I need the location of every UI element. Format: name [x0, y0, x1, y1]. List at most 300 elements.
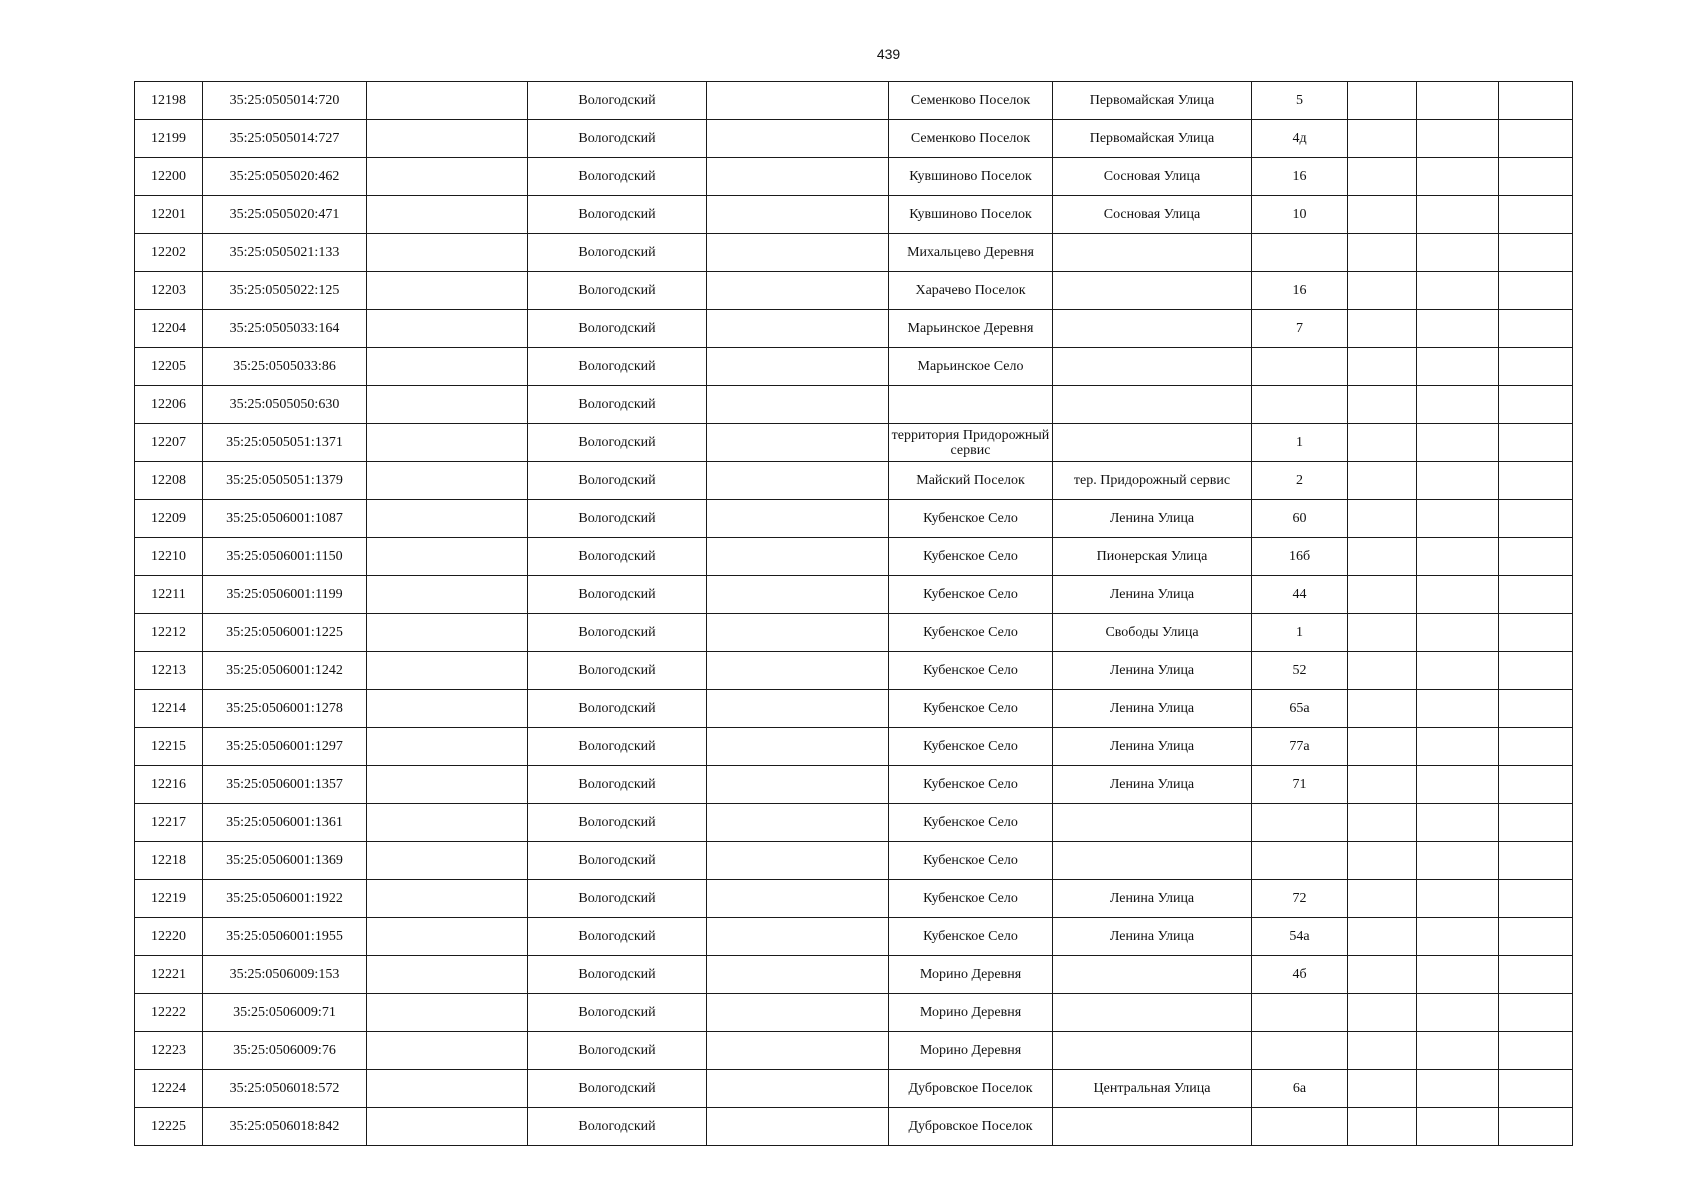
district-cell: Вологодский	[528, 158, 707, 196]
empty-cell	[1417, 1032, 1499, 1070]
table-row	[135, 880, 1573, 918]
empty-cell	[367, 804, 528, 842]
row-number-cell: 12220	[135, 918, 203, 956]
empty-cell	[1348, 538, 1417, 576]
empty-cell	[1499, 82, 1573, 120]
empty-cell	[707, 1070, 889, 1108]
settlement-cell: Кубенское Село	[889, 538, 1053, 576]
street-cell	[1053, 348, 1252, 386]
district-cell: Вологодский	[528, 234, 707, 272]
empty-cell	[707, 880, 889, 918]
row-number-cell: 12224	[135, 1070, 203, 1108]
house-number-cell: 6а	[1252, 1070, 1348, 1108]
table-row	[135, 1108, 1573, 1146]
settlement-cell: Морино Деревня	[889, 994, 1053, 1032]
empty-cell	[1348, 310, 1417, 348]
house-number-cell: 5	[1252, 82, 1348, 120]
empty-cell	[1499, 652, 1573, 690]
empty-cell	[367, 348, 528, 386]
street-cell: Пионерская Улица	[1053, 538, 1252, 576]
table-row	[135, 690, 1573, 728]
table-row	[135, 538, 1573, 576]
empty-cell	[1417, 728, 1499, 766]
table-row	[135, 1070, 1573, 1108]
street-cell: Ленина Улица	[1053, 690, 1252, 728]
cadastral-number-cell: 35:25:0505033:164	[203, 310, 367, 348]
row-number-cell: 12219	[135, 880, 203, 918]
table-row	[135, 614, 1573, 652]
empty-cell	[1417, 196, 1499, 234]
empty-cell	[1499, 1108, 1573, 1146]
empty-cell	[367, 386, 528, 424]
district-cell: Вологодский	[528, 1070, 707, 1108]
district-cell: Вологодский	[528, 272, 707, 310]
house-number-cell	[1252, 1032, 1348, 1070]
street-cell: Ленина Улица	[1053, 728, 1252, 766]
empty-cell	[707, 386, 889, 424]
row-number-cell: 12215	[135, 728, 203, 766]
empty-cell	[1499, 804, 1573, 842]
empty-cell	[1417, 880, 1499, 918]
table-row	[135, 120, 1573, 158]
empty-cell	[707, 918, 889, 956]
empty-cell	[1499, 158, 1573, 196]
empty-cell	[1417, 538, 1499, 576]
empty-cell	[707, 424, 889, 462]
street-cell: Сосновая Улица	[1053, 196, 1252, 234]
table-row	[135, 424, 1573, 462]
table-row	[135, 918, 1573, 956]
row-number-cell: 12202	[135, 234, 203, 272]
settlement-cell: Морино Деревня	[889, 1032, 1053, 1070]
settlement-cell: Кубенское Село	[889, 614, 1053, 652]
empty-cell	[707, 1108, 889, 1146]
row-number-cell: 12205	[135, 348, 203, 386]
empty-cell	[707, 348, 889, 386]
cadastral-number-cell: 35:25:0506001:1357	[203, 766, 367, 804]
empty-cell	[367, 310, 528, 348]
empty-cell	[1348, 918, 1417, 956]
settlement-cell	[889, 386, 1053, 424]
empty-cell	[1348, 728, 1417, 766]
empty-cell	[1417, 1108, 1499, 1146]
house-number-cell	[1252, 842, 1348, 880]
settlement-cell: Морино Деревня	[889, 956, 1053, 994]
district-cell: Вологодский	[528, 804, 707, 842]
street-cell: Ленина Улица	[1053, 918, 1252, 956]
cadastral-number-cell: 35:25:0505022:125	[203, 272, 367, 310]
district-cell: Вологодский	[528, 918, 707, 956]
settlement-cell: Дубровское Поселок	[889, 1108, 1053, 1146]
table-row	[135, 158, 1573, 196]
empty-cell	[1417, 348, 1499, 386]
empty-cell	[1348, 614, 1417, 652]
cadastral-number-cell: 35:25:0506001:1199	[203, 576, 367, 614]
street-cell	[1053, 804, 1252, 842]
district-cell: Вологодский	[528, 1032, 707, 1070]
empty-cell	[367, 994, 528, 1032]
empty-cell	[367, 766, 528, 804]
row-number-cell: 12198	[135, 82, 203, 120]
district-cell: Вологодский	[528, 196, 707, 234]
empty-cell	[1417, 652, 1499, 690]
settlement-cell: Семенково Поселок	[889, 120, 1053, 158]
house-number-cell: 16б	[1252, 538, 1348, 576]
empty-cell	[1348, 804, 1417, 842]
empty-cell	[1499, 576, 1573, 614]
settlement-cell: Марьинское Деревня	[889, 310, 1053, 348]
empty-cell	[1348, 576, 1417, 614]
empty-cell	[367, 1032, 528, 1070]
house-number-cell: 1	[1252, 424, 1348, 462]
empty-cell	[1499, 310, 1573, 348]
empty-cell	[1348, 82, 1417, 120]
street-cell: Первомайская Улица	[1053, 120, 1252, 158]
cadastral-number-cell: 35:25:0506001:1361	[203, 804, 367, 842]
district-cell: Вологодский	[528, 1108, 707, 1146]
house-number-cell	[1252, 234, 1348, 272]
empty-cell	[1348, 424, 1417, 462]
empty-cell	[707, 690, 889, 728]
empty-cell	[367, 842, 528, 880]
empty-cell	[367, 462, 528, 500]
empty-cell	[1499, 994, 1573, 1032]
settlement-cell: Кубенское Село	[889, 728, 1053, 766]
empty-cell	[1417, 386, 1499, 424]
row-number-cell: 12221	[135, 956, 203, 994]
house-number-cell: 65а	[1252, 690, 1348, 728]
empty-cell	[367, 500, 528, 538]
empty-cell	[707, 538, 889, 576]
empty-cell	[1499, 1070, 1573, 1108]
house-number-cell	[1252, 804, 1348, 842]
table-row	[135, 842, 1573, 880]
district-cell: Вологодский	[528, 462, 707, 500]
empty-cell	[1499, 842, 1573, 880]
cadastral-number-cell: 35:25:0506001:1242	[203, 652, 367, 690]
empty-cell	[1499, 766, 1573, 804]
row-number-cell: 12199	[135, 120, 203, 158]
street-cell: Ленина Улица	[1053, 766, 1252, 804]
table-row	[135, 272, 1573, 310]
empty-cell	[1417, 918, 1499, 956]
empty-cell	[1348, 348, 1417, 386]
empty-cell	[707, 842, 889, 880]
cadastral-number-cell: 35:25:0505020:471	[203, 196, 367, 234]
district-cell: Вологодский	[528, 386, 707, 424]
house-number-cell: 16	[1252, 272, 1348, 310]
row-number-cell: 12200	[135, 158, 203, 196]
empty-cell	[1417, 804, 1499, 842]
empty-cell	[707, 728, 889, 766]
empty-cell	[707, 500, 889, 538]
empty-cell	[1499, 234, 1573, 272]
table-row	[135, 956, 1573, 994]
empty-cell	[1499, 956, 1573, 994]
empty-cell	[707, 310, 889, 348]
empty-cell	[367, 82, 528, 120]
house-number-cell: 4д	[1252, 120, 1348, 158]
house-number-cell: 2	[1252, 462, 1348, 500]
table-row	[135, 804, 1573, 842]
empty-cell	[1499, 918, 1573, 956]
district-cell: Вологодский	[528, 348, 707, 386]
street-cell	[1053, 424, 1252, 462]
empty-cell	[1348, 1032, 1417, 1070]
district-cell: Вологодский	[528, 652, 707, 690]
empty-cell	[707, 234, 889, 272]
empty-cell	[1499, 690, 1573, 728]
empty-cell	[1417, 462, 1499, 500]
cadastral-number-cell: 35:25:0506001:1225	[203, 614, 367, 652]
settlement-cell: Кубенское Село	[889, 880, 1053, 918]
settlement-cell: Кубенское Село	[889, 804, 1053, 842]
street-cell: Ленина Улица	[1053, 652, 1252, 690]
empty-cell	[1348, 766, 1417, 804]
cadastral-number-cell: 35:25:0506018:572	[203, 1070, 367, 1108]
registry-table-body	[135, 82, 1573, 1146]
empty-cell	[1348, 994, 1417, 1032]
row-number-cell: 12214	[135, 690, 203, 728]
empty-cell	[1417, 234, 1499, 272]
district-cell: Вологодский	[528, 728, 707, 766]
empty-cell	[1417, 82, 1499, 120]
empty-cell	[367, 880, 528, 918]
empty-cell	[1348, 272, 1417, 310]
empty-cell	[1348, 462, 1417, 500]
empty-cell	[707, 462, 889, 500]
empty-cell	[1499, 348, 1573, 386]
row-number-cell: 12212	[135, 614, 203, 652]
cadastral-number-cell: 35:25:0505051:1379	[203, 462, 367, 500]
settlement-cell: Кубенское Село	[889, 500, 1053, 538]
empty-cell	[1417, 272, 1499, 310]
empty-cell	[1417, 310, 1499, 348]
street-cell	[1053, 956, 1252, 994]
district-cell: Вологодский	[528, 842, 707, 880]
empty-cell	[1348, 386, 1417, 424]
empty-cell	[1417, 120, 1499, 158]
street-cell	[1053, 1108, 1252, 1146]
settlement-cell: Кубенское Село	[889, 576, 1053, 614]
district-cell: Вологодский	[528, 82, 707, 120]
street-cell	[1053, 842, 1252, 880]
street-cell: Сосновая Улица	[1053, 158, 1252, 196]
empty-cell	[1417, 500, 1499, 538]
empty-cell	[367, 652, 528, 690]
street-cell: тер. Придорожный сервис	[1053, 462, 1252, 500]
street-cell: Свободы Улица	[1053, 614, 1252, 652]
table-row	[135, 500, 1573, 538]
empty-cell	[1499, 120, 1573, 158]
cadastral-number-cell: 35:25:0506001:1278	[203, 690, 367, 728]
settlement-cell: Харачево Поселок	[889, 272, 1053, 310]
empty-cell	[707, 1032, 889, 1070]
empty-cell	[1417, 842, 1499, 880]
row-number-cell: 12223	[135, 1032, 203, 1070]
row-number-cell: 12207	[135, 424, 203, 462]
street-cell: Ленина Улица	[1053, 880, 1252, 918]
empty-cell	[367, 1108, 528, 1146]
cadastral-number-cell: 35:25:0505051:1371	[203, 424, 367, 462]
row-number-cell: 12211	[135, 576, 203, 614]
empty-cell	[1417, 994, 1499, 1032]
settlement-cell: Семенково Поселок	[889, 82, 1053, 120]
district-cell: Вологодский	[528, 576, 707, 614]
row-number-cell: 12204	[135, 310, 203, 348]
settlement-cell: Майский Поселок	[889, 462, 1053, 500]
empty-cell	[1348, 158, 1417, 196]
district-cell: Вологодский	[528, 424, 707, 462]
row-number-cell: 12225	[135, 1108, 203, 1146]
empty-cell	[707, 614, 889, 652]
street-cell	[1053, 1032, 1252, 1070]
district-cell: Вологодский	[528, 310, 707, 348]
empty-cell	[1499, 462, 1573, 500]
table-row	[135, 348, 1573, 386]
street-cell	[1053, 310, 1252, 348]
cadastral-number-cell: 35:25:0506009:153	[203, 956, 367, 994]
settlement-cell: территория Придорожный сервис	[889, 424, 1053, 462]
district-cell: Вологодский	[528, 614, 707, 652]
table-row	[135, 576, 1573, 614]
empty-cell	[367, 538, 528, 576]
table-row	[135, 196, 1573, 234]
empty-cell	[1499, 196, 1573, 234]
cadastral-number-cell: 35:25:0505033:86	[203, 348, 367, 386]
empty-cell	[707, 272, 889, 310]
street-cell: Ленина Улица	[1053, 500, 1252, 538]
empty-cell	[707, 196, 889, 234]
settlement-cell: Кувшиново Поселок	[889, 158, 1053, 196]
street-cell: Ленина Улица	[1053, 576, 1252, 614]
district-cell: Вологодский	[528, 880, 707, 918]
house-number-cell: 4б	[1252, 956, 1348, 994]
empty-cell	[367, 424, 528, 462]
house-number-cell: 72	[1252, 880, 1348, 918]
street-cell	[1053, 994, 1252, 1032]
district-cell: Вологодский	[528, 538, 707, 576]
empty-cell	[1348, 956, 1417, 994]
empty-cell	[1417, 424, 1499, 462]
table-row	[135, 1032, 1573, 1070]
row-number-cell: 12222	[135, 994, 203, 1032]
empty-cell	[1499, 614, 1573, 652]
house-number-cell	[1252, 1108, 1348, 1146]
empty-cell	[1499, 500, 1573, 538]
empty-cell	[1499, 880, 1573, 918]
empty-cell	[367, 120, 528, 158]
settlement-cell: Кувшиново Поселок	[889, 196, 1053, 234]
empty-cell	[1417, 576, 1499, 614]
street-cell	[1053, 272, 1252, 310]
settlement-cell: Кубенское Село	[889, 652, 1053, 690]
table-row	[135, 766, 1573, 804]
empty-cell	[367, 918, 528, 956]
house-number-cell: 16	[1252, 158, 1348, 196]
street-cell	[1053, 234, 1252, 272]
settlement-cell: Дубровское Поселок	[889, 1070, 1053, 1108]
empty-cell	[707, 576, 889, 614]
table-row	[135, 82, 1573, 120]
empty-cell	[1348, 500, 1417, 538]
cadastral-number-cell: 35:25:0505020:462	[203, 158, 367, 196]
row-number-cell: 12201	[135, 196, 203, 234]
house-number-cell: 44	[1252, 576, 1348, 614]
street-cell	[1053, 386, 1252, 424]
empty-cell	[707, 804, 889, 842]
district-cell: Вологодский	[528, 994, 707, 1032]
empty-cell	[1499, 272, 1573, 310]
district-cell: Вологодский	[528, 500, 707, 538]
house-number-cell: 60	[1252, 500, 1348, 538]
cadastral-number-cell: 35:25:0505050:630	[203, 386, 367, 424]
empty-cell	[1348, 690, 1417, 728]
cadastral-number-cell: 35:25:0505014:720	[203, 82, 367, 120]
empty-cell	[367, 272, 528, 310]
empty-cell	[1348, 652, 1417, 690]
cadastral-number-cell: 35:25:0506001:1369	[203, 842, 367, 880]
district-cell: Вологодский	[528, 120, 707, 158]
empty-cell	[1499, 424, 1573, 462]
empty-cell	[1348, 196, 1417, 234]
cadastral-number-cell: 35:25:0506018:842	[203, 1108, 367, 1146]
table-row	[135, 386, 1573, 424]
house-number-cell	[1252, 994, 1348, 1032]
table-row	[135, 652, 1573, 690]
row-number-cell: 12217	[135, 804, 203, 842]
empty-cell	[1417, 690, 1499, 728]
cadastral-number-cell: 35:25:0506001:1922	[203, 880, 367, 918]
row-number-cell: 12213	[135, 652, 203, 690]
empty-cell	[367, 234, 528, 272]
empty-cell	[1348, 234, 1417, 272]
house-number-cell: 10	[1252, 196, 1348, 234]
empty-cell	[1348, 880, 1417, 918]
table-row	[135, 462, 1573, 500]
empty-cell	[367, 614, 528, 652]
row-number-cell: 12209	[135, 500, 203, 538]
settlement-cell: Кубенское Село	[889, 842, 1053, 880]
table-row	[135, 310, 1573, 348]
row-number-cell: 12218	[135, 842, 203, 880]
page-number: 439	[876, 46, 901, 62]
row-number-cell: 12208	[135, 462, 203, 500]
house-number-cell	[1252, 348, 1348, 386]
cadastral-number-cell: 35:25:0505014:727	[203, 120, 367, 158]
district-cell: Вологодский	[528, 766, 707, 804]
house-number-cell: 1	[1252, 614, 1348, 652]
street-cell: Центральная Улица	[1053, 1070, 1252, 1108]
district-cell: Вологодский	[528, 690, 707, 728]
empty-cell	[367, 576, 528, 614]
empty-cell	[1417, 956, 1499, 994]
settlement-cell: Михальцево Деревня	[889, 234, 1053, 272]
row-number-cell: 12210	[135, 538, 203, 576]
row-number-cell: 12203	[135, 272, 203, 310]
empty-cell	[367, 196, 528, 234]
table-row	[135, 728, 1573, 766]
house-number-cell: 77а	[1252, 728, 1348, 766]
empty-cell	[707, 158, 889, 196]
cadastral-number-cell: 35:25:0505021:133	[203, 234, 367, 272]
house-number-cell	[1252, 386, 1348, 424]
empty-cell	[707, 994, 889, 1032]
house-number-cell: 7	[1252, 310, 1348, 348]
empty-cell	[1499, 538, 1573, 576]
empty-cell	[367, 158, 528, 196]
empty-cell	[1348, 842, 1417, 880]
